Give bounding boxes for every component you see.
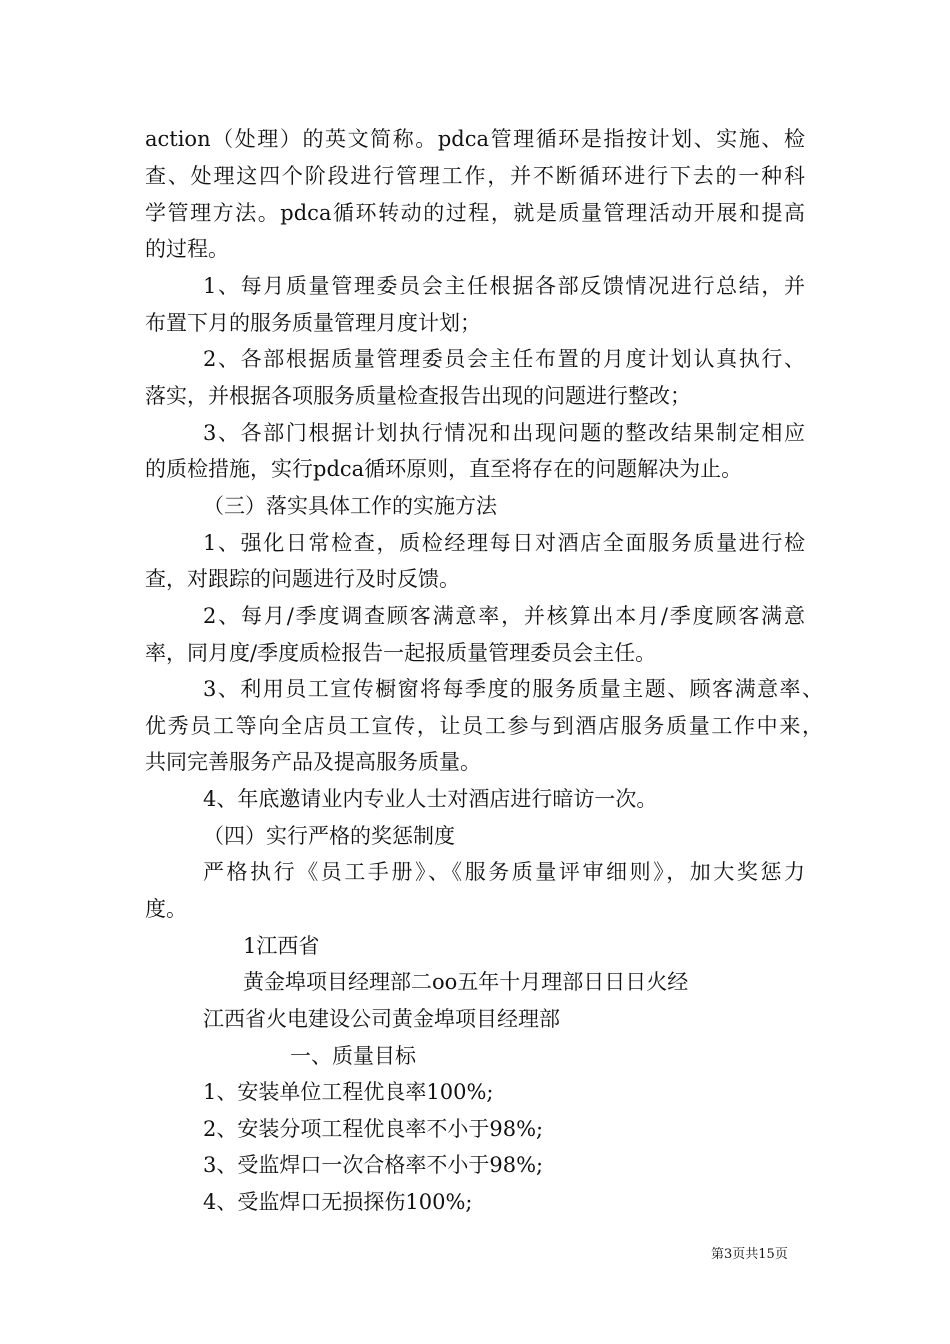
- body-line-6: 布置下月的服务质量管理月度计划；: [145, 311, 481, 335]
- body-line-5: 1、每月质量管理委员会主任根据各部反馈情况进行总结，并: [203, 274, 805, 298]
- body-line-13: 查，对跟踪的问题进行及时反馈。: [145, 567, 460, 591]
- body-line-21: 严格执行《员工手册》、《服务质量评审细则》，加大奖惩力: [203, 860, 805, 884]
- body-line-27: 1、安装单位工程优良率100%;: [203, 1080, 494, 1104]
- body-line-15: 率，同月度/季度质检报告一起报质量管理委员会主任。: [145, 641, 657, 665]
- body-line-8: 落实，并根据各项服务质量检查报告出现的问题进行整改；: [145, 384, 691, 408]
- body-line-3: 学管理方法。pdca循环转动的过程，就是质量管理活动开展和提高: [145, 201, 805, 225]
- body-line-12: 1、强化日常检查，质检经理每日对酒店全面服务质量进行检: [203, 531, 805, 555]
- section-heading-4: （四）实行严格的奖惩制度: [203, 824, 455, 848]
- body-line-16: 3、利用员工宣传橱窗将每季度的服务质量主题、顾客满意率、: [203, 677, 823, 701]
- body-line-23: 1江西省: [243, 934, 320, 958]
- body-line-18: 共同完善服务产品及提高服务质量。: [145, 750, 481, 774]
- section-heading-quality-goal: 一、质量目标: [290, 1044, 416, 1068]
- body-line-17: 优秀员工等向全店员工宣传，让员工参与到酒店服务质量工作中来，: [145, 714, 823, 738]
- body-line-1: action（处理）的英文简称。pdca管理循环是指按计划、实施、检: [145, 127, 805, 151]
- body-line-30: 4、受监焊口无损探伤100%;: [203, 1190, 473, 1214]
- body-line-2: 查、处理这四个阶段进行管理工作，并不断循环进行下去的一种科: [145, 164, 805, 188]
- body-line-7: 2、各部根据质量管理委员会主任布置的月度计划认真执行、: [203, 347, 805, 371]
- body-line-4: 的过程。: [145, 237, 229, 261]
- body-line-19: 4、年底邀请业内专业人士对酒店进行暗访一次。: [203, 787, 658, 811]
- body-line-14: 2、每月/季度调查顾客满意率，并核算出本月/季度顾客满意: [203, 604, 805, 628]
- body-line-22: 度。: [145, 897, 187, 921]
- page-number: 第3页共15页: [711, 1247, 788, 1262]
- body-line-9: 3、各部门根据计划执行情况和出现问题的整改结果制定相应: [203, 421, 805, 445]
- body-line-24: 黄金埠项目经理部二oo五年十月理部日日日火经: [243, 970, 689, 994]
- body-line-10: 的质检措施，实行pdca循环原则，直至将存在的问题解决为止。: [145, 457, 743, 481]
- section-heading-3: （三）落实具体工作的实施方法: [203, 494, 497, 518]
- body-line-25: 江西省火电建设公司黄金埠项目经理部: [203, 1007, 560, 1031]
- body-line-29: 3、受监焊口一次合格率不小于98%;: [203, 1153, 544, 1177]
- body-line-28: 2、安装分项工程优良率不小于98%;: [203, 1117, 544, 1141]
